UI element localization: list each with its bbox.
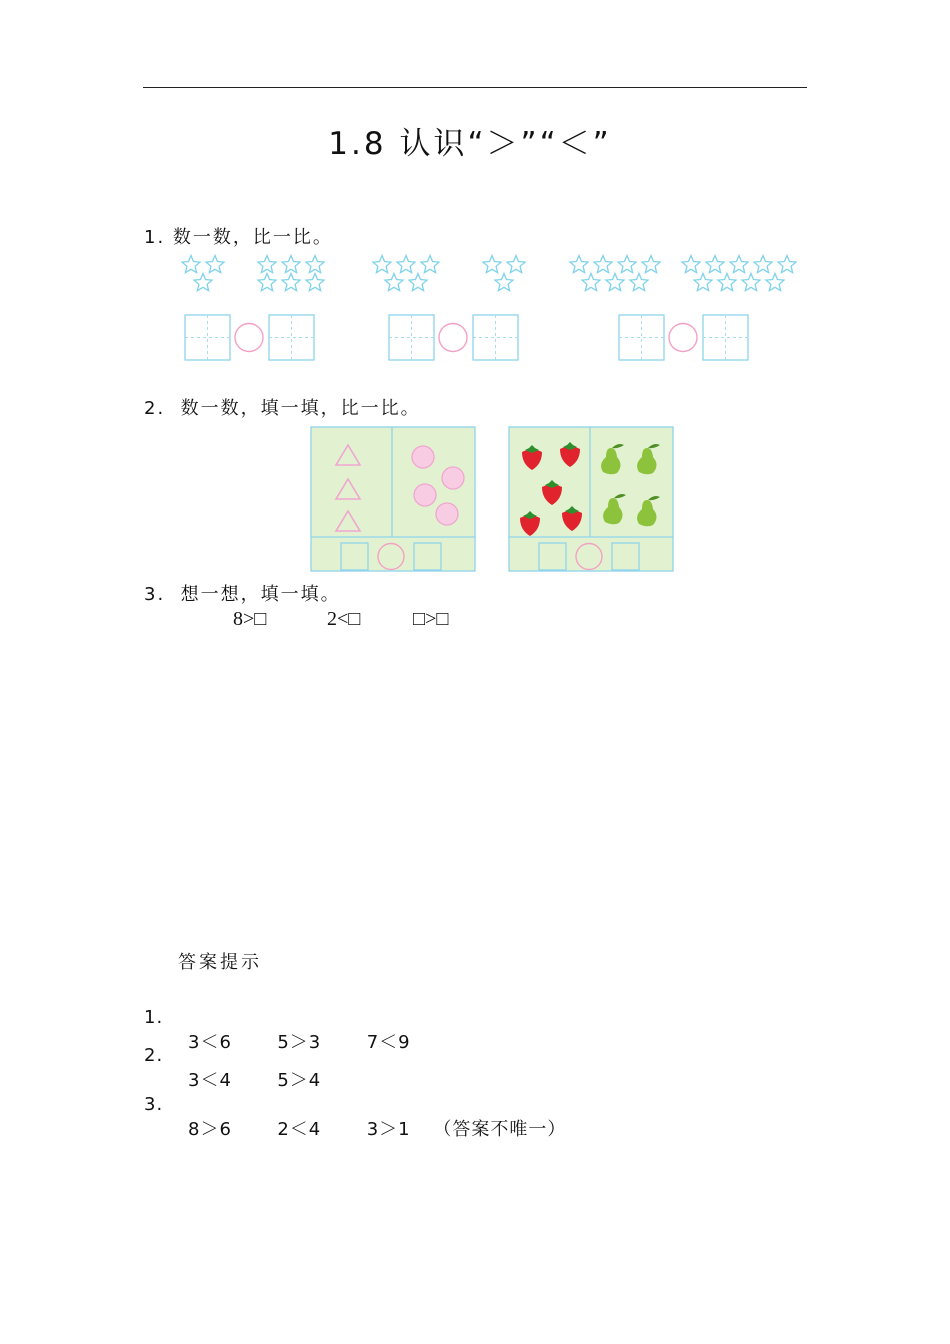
star-icon [682, 256, 700, 273]
question-3-expressions [0, 608, 950, 638]
star-icon [258, 274, 276, 291]
star-icon [483, 256, 501, 273]
star-icon [306, 274, 324, 291]
answer-row [144, 1073, 844, 1140]
star-icon [754, 256, 772, 273]
answers-heading: 答案提示 [178, 952, 262, 973]
star-icon [206, 256, 224, 273]
star-icon [507, 256, 525, 273]
star-icon [194, 274, 212, 291]
answer-row [144, 1024, 844, 1091]
picture-panel [311, 427, 475, 571]
star-icon [594, 256, 612, 273]
circle-icon [414, 484, 436, 506]
page-title: 1.8 认识“＞”“＜” [328, 126, 612, 162]
star-icon [706, 256, 724, 273]
star-icon [742, 274, 760, 291]
question-3-item: 2<□ [327, 608, 361, 630]
star-icon [582, 274, 600, 291]
circle-icon [436, 503, 458, 525]
answer-number: 2. [144, 1045, 164, 1066]
answer-number: 1. [144, 1007, 164, 1028]
answer-text: 8＞6 2＜4 3＞1 （答案不唯一） [188, 1119, 567, 1140]
answer-text: 3＜4 5＞4 [188, 1070, 322, 1091]
compare-group [373, 256, 525, 361]
star-icon [730, 256, 748, 273]
star-icon [618, 256, 636, 273]
star-icon [182, 256, 200, 273]
question-3-item: □>□ [413, 608, 449, 630]
question-3-item: 8>□ [233, 608, 267, 630]
star-icon [495, 274, 513, 291]
star-icon [766, 274, 784, 291]
picture-panel [509, 427, 673, 571]
star-icon [385, 274, 403, 291]
question-3-label: 3. 想一想，填一填。 [144, 584, 341, 605]
star-icon [694, 274, 712, 291]
star-icon [397, 256, 415, 273]
star-icon [373, 256, 391, 273]
compare-circle [439, 324, 467, 352]
star-icon [630, 274, 648, 291]
circle-icon [442, 467, 464, 489]
star-icon [718, 274, 736, 291]
circle-icon [412, 446, 434, 468]
answer-row [144, 986, 844, 1053]
compare-circle [669, 324, 697, 352]
compare-group [570, 256, 796, 361]
star-icon [282, 256, 300, 273]
star-icon [421, 256, 439, 273]
star-icon [409, 274, 427, 291]
question-1-label: 1. 数一数，比一比。 [144, 227, 333, 248]
answer-text: 3＜6 5＞3 7＜9 [188, 1032, 411, 1053]
star-icon [258, 256, 276, 273]
header-rule [143, 87, 807, 88]
answer-number: 3. [144, 1094, 164, 1115]
question-2-figure [0, 420, 950, 580]
star-icon [282, 274, 300, 291]
compare-circle [235, 324, 263, 352]
question-2-label: 2. 数一数，填一填，比一比。 [144, 398, 421, 419]
star-icon [642, 256, 660, 273]
question-1-figure [0, 245, 950, 370]
compare-group [182, 256, 324, 361]
star-icon [306, 256, 324, 273]
star-icon [570, 256, 588, 273]
star-icon [606, 274, 624, 291]
star-icon [778, 256, 796, 273]
